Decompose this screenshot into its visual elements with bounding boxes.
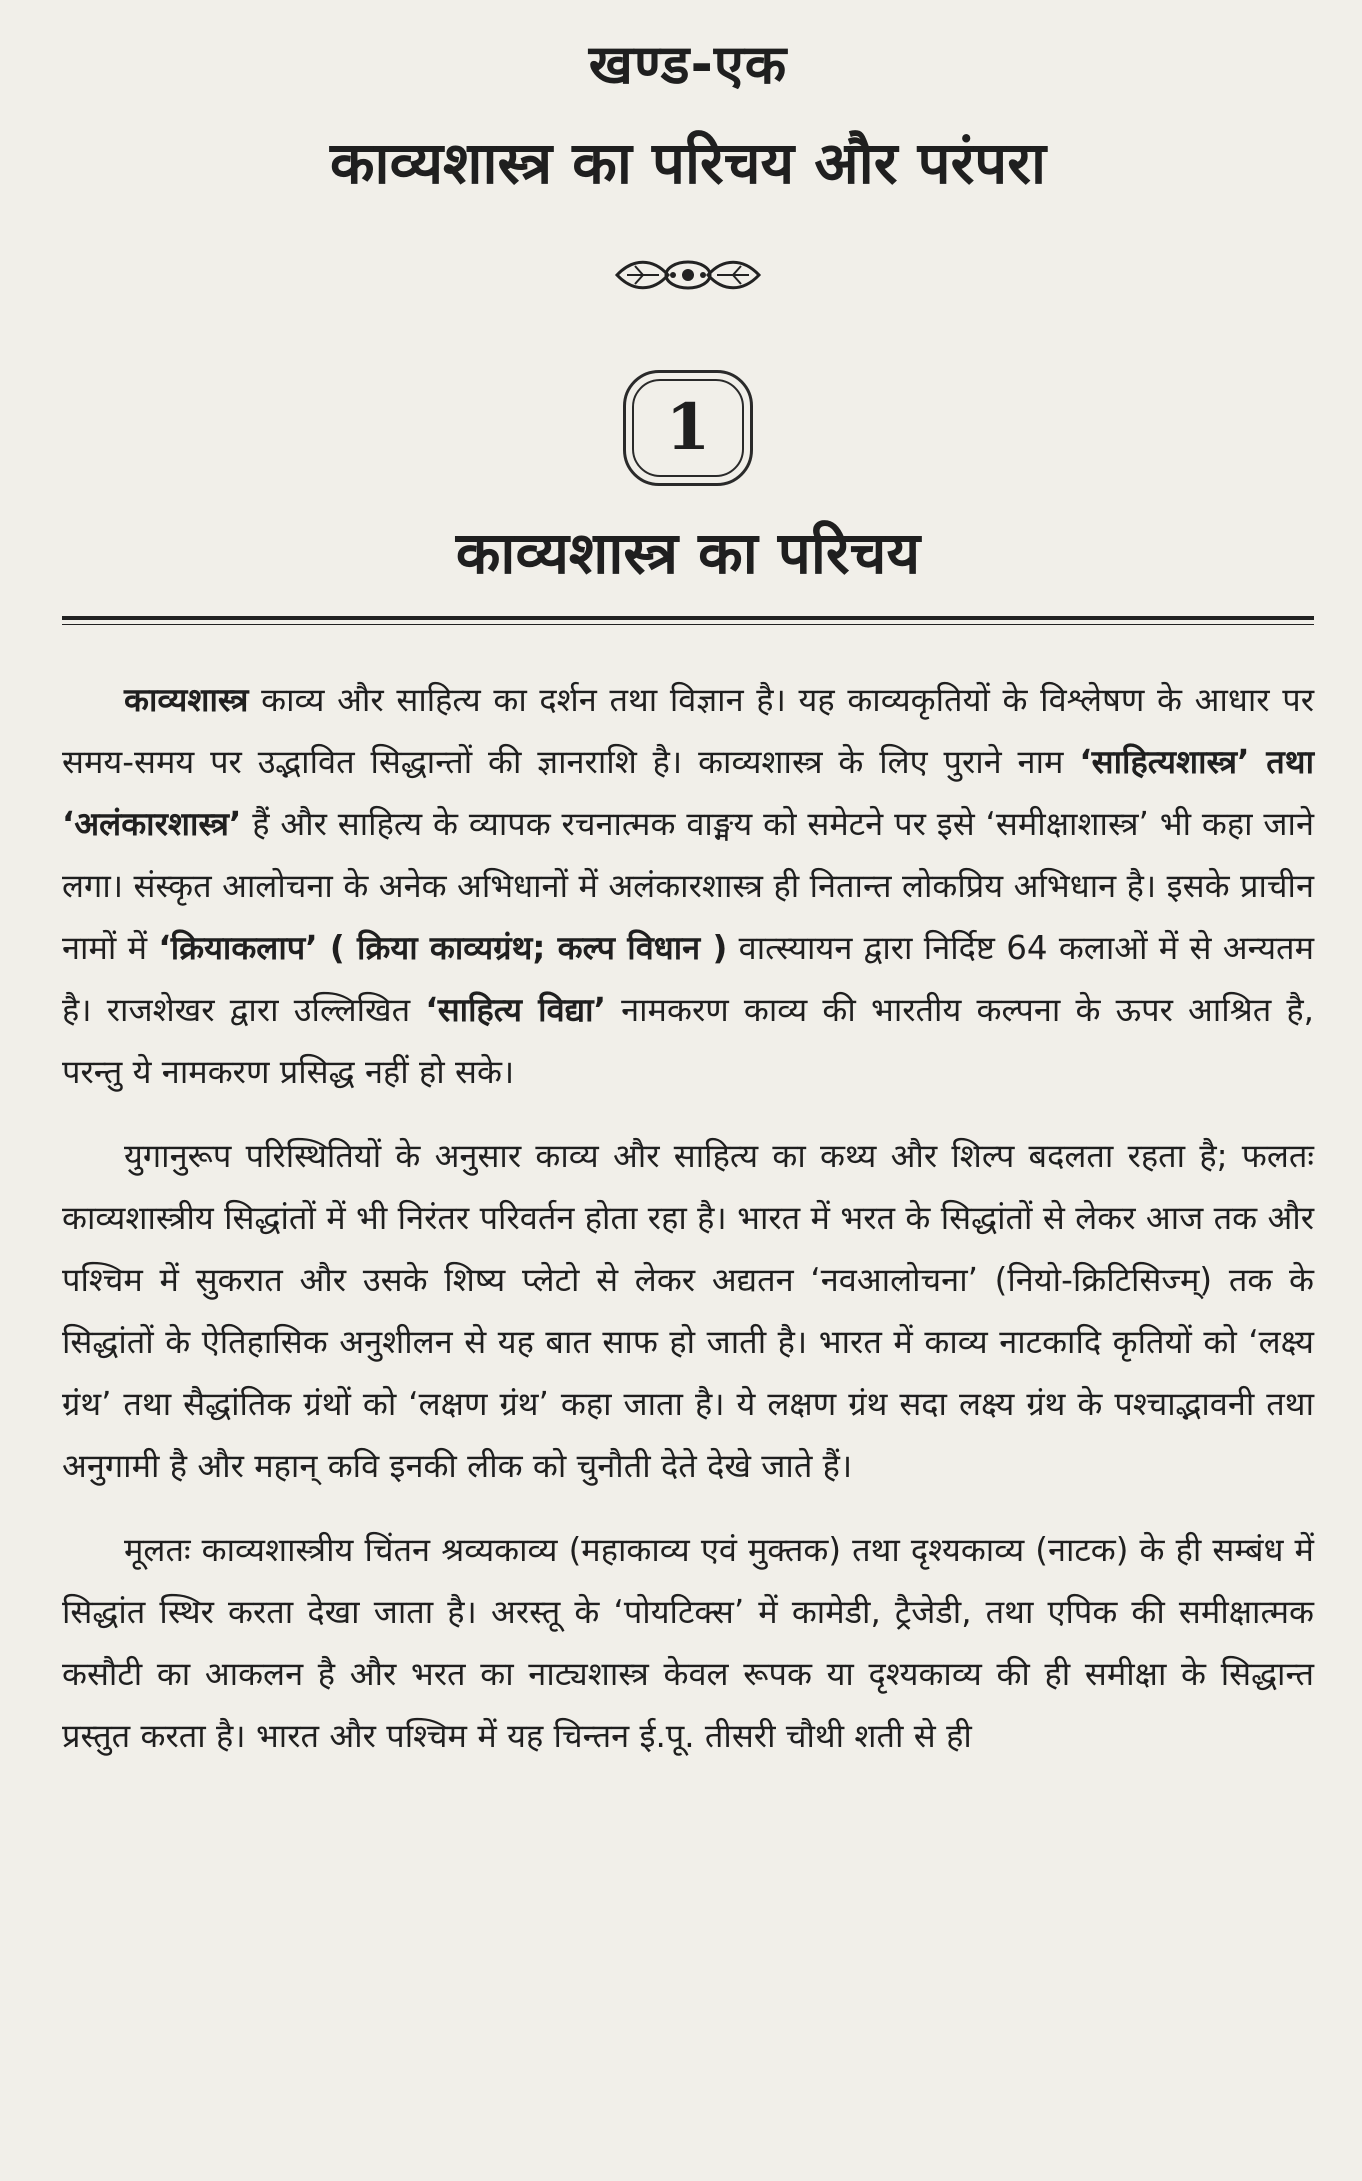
ornament-flourish-icon bbox=[613, 254, 763, 296]
paragraph-3: मूलतः काव्यशास्त्रीय चिंतन श्रव्यकाव्य (महाकाव्य एवं मुक्तक) तथा दृश्यकाव्य (नाटक) के ही सम्बंध में सिद्धांत स्थिर करता देखा जाता है। अरस्तू के ‘पोयटिक्स’ में कामेडी, ट्रैजेडी, तथा एपिक की समीक्षात्मक कसौटी का आकलन है और भरत का नाट्यशास्त्र केवल रूपक या दृश्यकाव्य की ही समीक्षा के सिद्धान्त प्रस्तुत करता है। भारत और पश्चिम में यह चिन्तन ई.पू. तीसरी चौथी शती से ही bbox=[62, 1531, 1314, 1755]
paragraph-1: काव्यशास्त्र काव्य और साहित्य का दर्शन तथा विज्ञान है। यह काव्यकृतियों के विश्लेषण के आधार पर समय-समय पर उद्भावित सिद्धान्तों की ज्ञानराशि है। काव्यशास्त्र के लिए पुराने नाम ‘साहित्यशास्त्र’ तथा ‘अलंकारशास्त्र’ हैं और साहित्य के व्यापक रचनात्मक वाङ्मय को समेटने पर इसे ‘समीक्षाशास्त्र’ भी कहा जाने लगा। संस्कृत आलोचना के अनेक अभिधानों में अलंकारशास्त्र ही नितान्त लोकप्रिय अभिधान है। इसके प्राचीन नामों में ‘क्रियाकलाप’ ( क्रिया काव्यग्रंथ; कल्प विधान ) वात्स्यायन द्वारा निर्दिष्ट 64 कलाओं में से अन्यतम है। राजशेखर द्वारा उल्लिखित ‘साहित्य विद्या’ नामकरण काव्य की भारतीय कल्पना के ऊपर आश्रित है, परन्तु ये नामकरण प्रसिद्ध नहीं हो सके। bbox=[62, 681, 1315, 1091]
section-title: काव्यशास्त्र का परिचय और परंपरा bbox=[330, 129, 1046, 197]
decorative-ornament bbox=[62, 254, 1314, 296]
section-label: खण्ड-एक bbox=[588, 33, 788, 96]
title-divider bbox=[62, 616, 1314, 625]
chapter-title: काव्यशास्त्र का परिचय bbox=[455, 519, 921, 587]
chapter-number-badge bbox=[62, 370, 1314, 486]
body-text bbox=[62, 669, 1314, 1767]
chapter-number: 1 bbox=[632, 379, 744, 477]
paragraph-2: युगानुरूप परिस्थितियों के अनुसार काव्य और साहित्य का कथ्य और शिल्प बदलता रहता है; फलतः काव्यशास्त्रीय सिद्धांतों में भी निरंतर परिवर्तन होता रहा है। भारत में भरत के सिद्धांतों से लेकर आज तक और पश्चिम में सुकरात और उसके शिष्य प्लेटो से लेकर अद्यतन ‘नवआलोचना’ (नियो-क्रिटिसिज्म्) तक के सिद्धांतों के ऐतिहासिक अनुशीलन से यह बात साफ हो जाती है। भारत में काव्य नाटकादि कृतियों को ‘लक्ष्य ग्रंथ’ तथा सैद्धांतिक ग्रंथों को ‘लक्षण ग्रंथ’ कहा जाता है। ये लक्षण ग्रंथ सदा लक्ष्य ग्रंथ के पश्चाद्भावनी तथा अनुगामी है और महान् कवि इनकी लीक को चुनौती देते देखे जाते हैं। bbox=[62, 1137, 1314, 1485]
